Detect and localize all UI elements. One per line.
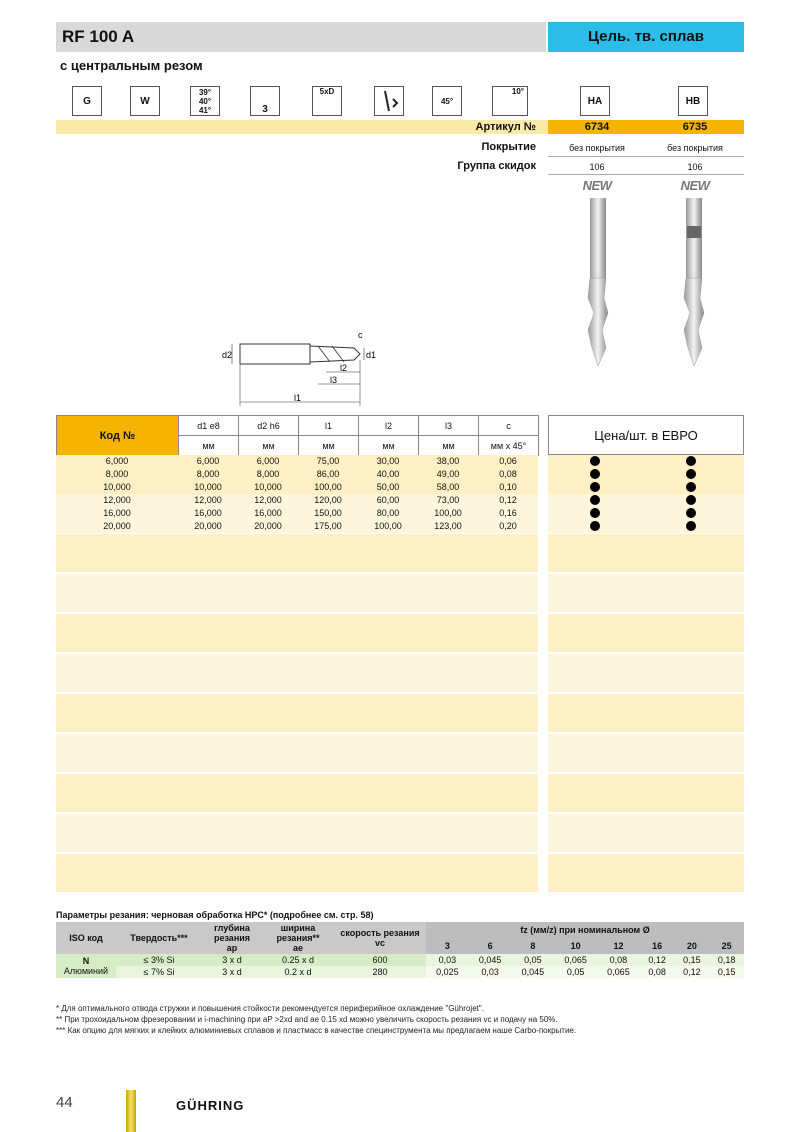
empty-row-stripe [56,734,538,772]
g-icon: G [72,86,102,116]
availability-dot [590,456,600,466]
kod-header: Код № [57,416,179,456]
end-mill-ha-image [580,198,616,368]
table-row: 20,000 20,000 20,000 175,00 100,00 123,00 0,20 [103,521,517,531]
unit: мм x 45° [479,436,539,456]
iso-header: ISO код [56,922,116,954]
availability-dot [590,508,600,518]
coating-hb: без покрытия [667,143,723,153]
divider [548,156,744,157]
table-row: 12,000 12,000 12,000 120,00 60,00 73,00 0,12 [103,495,517,505]
diameter-3: 3 [426,938,469,954]
new-badge: NEW [582,178,612,193]
availability-dot [686,495,696,505]
angle-10-icon: 10° [492,86,528,116]
cut-row: N Алюминий ≤ 3% Si 3 x d 0.25 x d 600 0,03 0,045 0,05 0,065 0,08 0,12 0,15 0,18 [56,954,744,966]
shank-hb-icon: HB [678,86,708,116]
empty-row-stripe [548,654,744,692]
diameter-10: 10 [554,938,597,954]
availability-dot [686,482,696,492]
availability-dot [686,521,696,531]
l3-label: l3 [330,375,338,385]
material-bar [548,22,744,52]
length-5xd-icon: 5xD [312,86,342,116]
empty-row-stripe [56,654,538,692]
empty-row-stripe [548,534,744,572]
diameter-25: 25 [709,938,744,954]
col-l2: l2 [359,416,419,436]
article-label: Артикул № [475,121,536,133]
depth-header: глубина резания ap [202,922,262,954]
l1-label: l1 [294,393,302,403]
tool-dimension-drawing [218,330,378,410]
dimensions-table-header [56,415,539,456]
divider [548,174,744,175]
cutting-title: Параметры резания: черновая обработка HPC* (подробнее см. стр. 58) [56,910,374,920]
diameter-16: 16 [640,938,675,954]
empty-row-stripe [548,614,744,652]
empty-row-stripe [548,774,744,812]
diameter-6: 6 [469,938,512,954]
data-rows [56,455,538,533]
subtitle: с центральным резом [60,58,203,73]
unit: мм [179,436,239,456]
guhring-logo: GÜHRING [176,1098,245,1113]
width-header: ширина резания** ae [262,922,334,954]
material-label: Цель. тв. сплав [588,28,704,45]
empty-row-stripe [548,694,744,732]
coating-ha: без покрытия [569,143,625,153]
unit: мм [359,436,419,456]
availability-dot [590,482,600,492]
diameter-8: 8 [512,938,555,954]
article-6734: 6734 [548,120,646,134]
table-row: 6,000 6,000 6,000 75,00 30,00 38,00 0,06 [105,456,517,466]
table-row: 16,000 16,000 16,000 150,00 80,00 100,00 0,16 [103,508,517,518]
table-row: 8,000 8,000 8,000 86,00 40,00 49,00 0,08 [105,469,517,479]
discount-label: Группа скидок [457,160,536,172]
col-l3: l3 [419,416,479,436]
empty-row-stripe [548,574,744,612]
unit: мм [299,436,359,456]
d2-label: d2 [222,350,233,360]
empty-row-stripe [548,814,744,852]
table-row: 10,000 10,000 10,000 100,00 50,00 58,00 0,10 [103,482,517,492]
gold-accent-bar [126,1090,136,1132]
col-c: c [479,416,539,436]
article-6735: 6735 [646,120,744,134]
fz-header: fz (мм/z) при номинальном Ø [426,922,744,938]
coating-label: Покрытие [481,141,536,153]
empty-row-stripe [548,734,744,772]
w-icon: W [130,86,160,116]
empty-row-stripe [56,574,538,612]
shank-ha-icon: HA [580,86,610,116]
col-d1: d1 e8 [179,416,239,436]
availability-dot [590,495,600,505]
availability-dot [590,521,600,531]
speed-header: скорость резания vc [334,922,426,954]
col-d2: d2 h6 [239,416,299,436]
availability-dot [686,508,696,518]
empty-row-stripe [56,814,538,852]
diameter-12: 12 [597,938,640,954]
footnote-1: * Для оптимального отвода стружки и повышения стойкости рекомендуется периферийное охлаждение "Gührojet". [56,1004,484,1013]
price-bg-alt [548,494,744,533]
unit: мм [239,436,299,456]
footnote-2: ** При трохоидальном фрезеровании и i-machining при aP >2xd and ae 0.15 xd можно увеличить скорость резания vc и подачу на 50%. [56,1015,558,1024]
empty-row-stripe [56,774,538,812]
discount-hb: 106 [687,162,703,172]
empty-row-stripe [56,614,538,652]
flutes-icon: 3 [250,86,280,116]
new-badge: NEW [680,178,710,193]
diameter-20: 20 [675,938,710,954]
unit: мм [419,436,479,456]
footnote-3: *** Как опцию для мягких и клейких алюминиевых сплавов и пластмасс в качестве специнструмента мы предлагаем наше Carbo-покрытие. [56,1026,577,1035]
d1-label: d1 [366,350,377,360]
empty-row-stripe [548,854,744,892]
hardness-header: Твердость*** [116,922,202,954]
col-l1: l1 [299,416,359,436]
page-number: 44 [56,1094,73,1111]
header-title-bar [56,22,546,52]
availability-dot [686,456,696,466]
empty-row-stripe [56,694,538,732]
end-mill-hb-image [676,198,712,368]
empty-row-stripe [56,854,538,892]
availability-dot [590,469,600,479]
l2-label: l2 [340,363,348,373]
cutting-direction-icon [374,86,404,116]
cut-row: ≤ 7% Si 3 x d 0.2 x d 280 0,025 0,03 0,045 0,05 0,065 0,08 0,12 0,15 [56,966,744,978]
price-header: Цена/шт. в ЕВРО [548,415,744,455]
discount-ha: 106 [589,162,605,172]
c-label: c [358,330,363,340]
iso-n: N Алюминий [56,954,116,978]
cutting-table [56,922,744,978]
empty-row-stripe [56,534,538,572]
helix-angle-icon: 39° 40° 41° [190,86,220,116]
product-title: RF 100 A [62,27,135,46]
chamfer-45-icon: 45° [432,86,462,116]
availability-dot [686,469,696,479]
